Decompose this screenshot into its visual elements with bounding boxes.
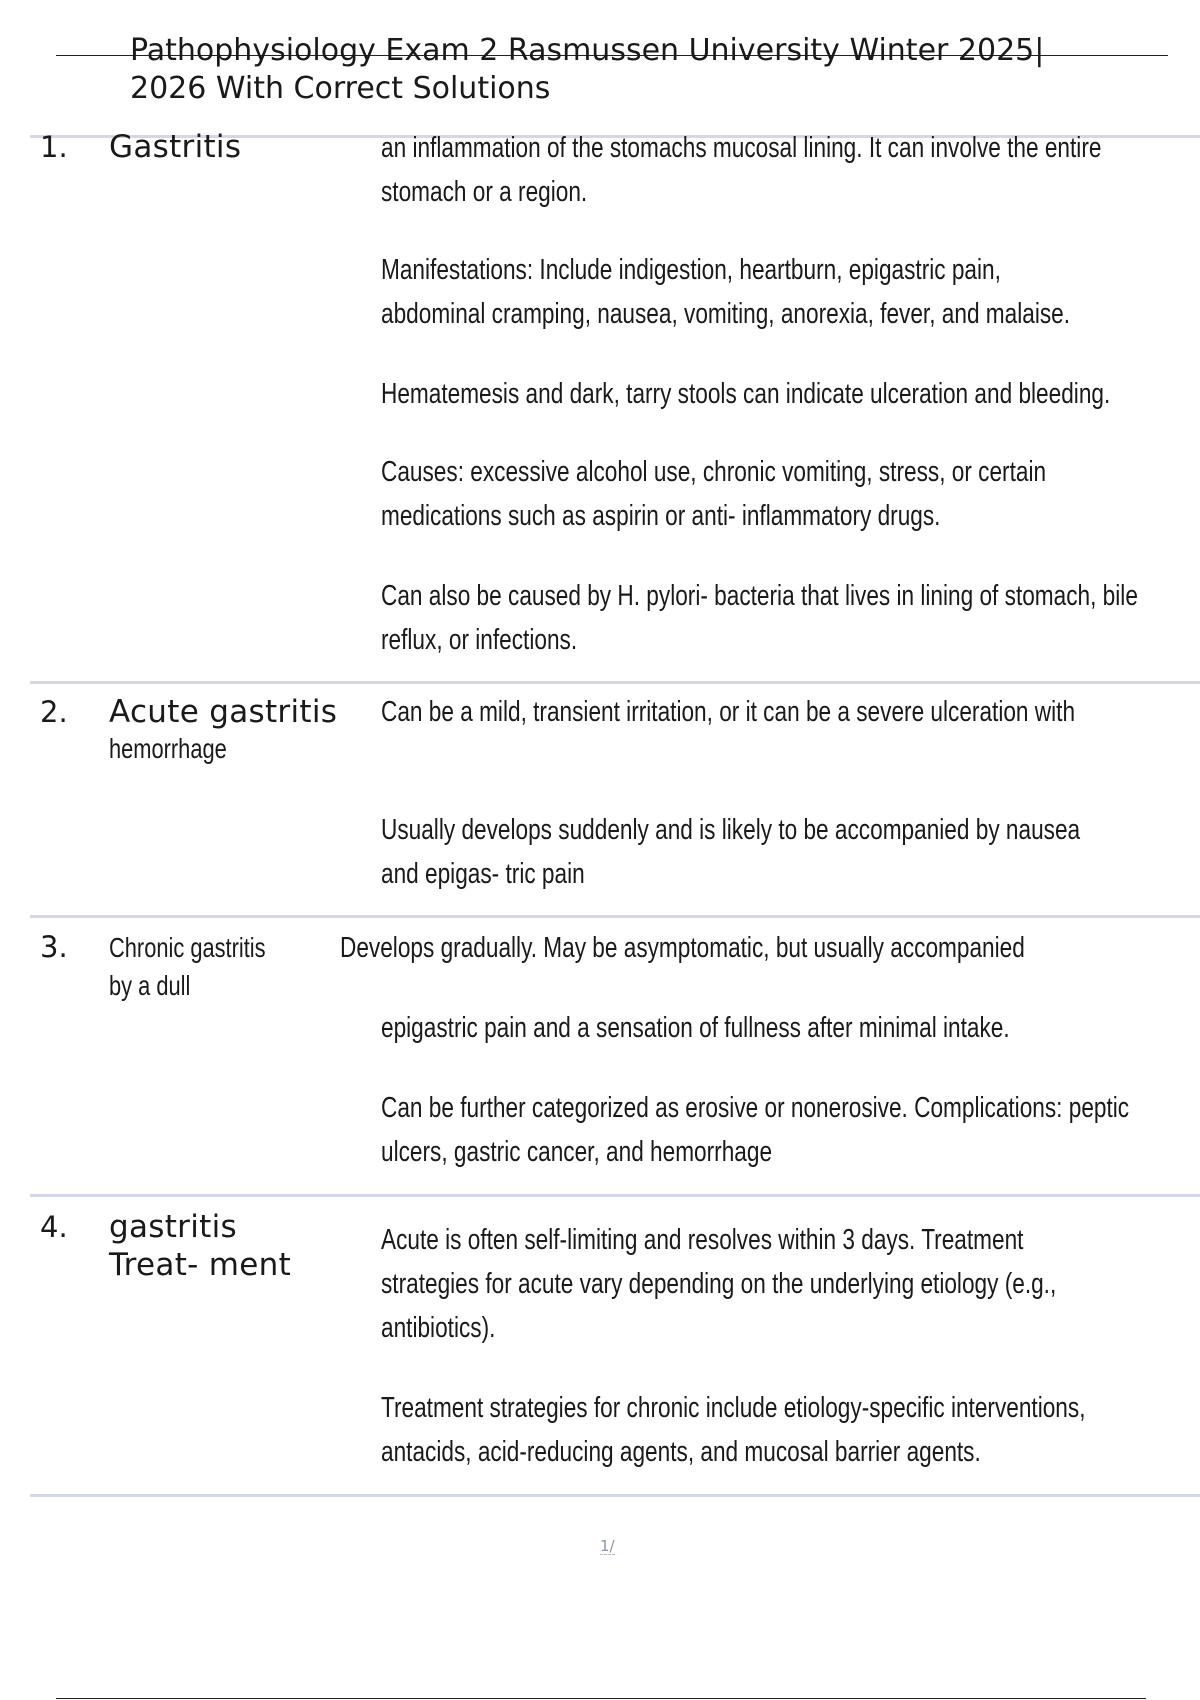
entry-term: Chronic gastritis (109, 932, 266, 963)
entry-term (109, 1208, 291, 1284)
definition-paragraph: Treatment strategies for chronic include etiology-specific interventions, antacids, acid-reducing agents, and mucosal barrier agents. (381, 1392, 1086, 1468)
definition-paragraph: Hematemesis and dark, tarry stools can indicate ulceration and bleeding. (381, 378, 1111, 410)
definition-paragraph: an inflammation of the stomachs mucosal lining. It can involve the entire stomach or a region. (381, 132, 1102, 208)
entry-term-continued: by a dull (109, 970, 191, 1001)
row-divider (30, 1194, 1200, 1197)
page-title-line-2: 2026 With Correct Solutions (130, 71, 551, 106)
row-divider (30, 1494, 1200, 1497)
entry-number: 3. (40, 930, 68, 964)
definition-paragraph: Usually develops suddenly and is likely to be accompanied by nausea and epigas- tric pain (381, 814, 1081, 890)
definition-paragraph: Can be a mild, transient irritation, or it can be a severe ulceration with (381, 696, 1076, 728)
entry-term-line-2: Treat- ment (109, 1247, 292, 1283)
entry-number: 2. (40, 695, 68, 729)
entry-term: Acute gastritis (109, 694, 338, 730)
page-number: 1/ (600, 1537, 615, 1555)
definition-paragraph: Can also be caused by H. pylori- bacteria that lives in lining of stomach, bile reflux, or infections. (381, 580, 1138, 656)
definition-paragraph: Manifestations: Include indigestion, heartburn, epigastric pain, abdominal cramping, nausea, vomiting, anorexia, fever, and malaise. (381, 254, 1071, 330)
page-title (130, 32, 1170, 108)
definition-paragraph: epigastric pain and a sensation of fullness after minimal intake. (381, 1012, 1010, 1044)
footer-rule (56, 1698, 1146, 1699)
entry-number: 1. (40, 130, 68, 164)
definition-lead-text: Develops gradually. May be asymptomatic, but usually accompanied (340, 932, 1025, 964)
definition-paragraph: Can be further categorized as erosive or nonerosive. Complications: peptic ulcers, gastric cancer, and hemorrhage (381, 1092, 1130, 1168)
page-title-line-1: Pathophysiology Exam 2 Rasmussen University Winter 2025| (130, 33, 1045, 68)
row-divider (30, 681, 1200, 684)
row-divider (30, 915, 1200, 918)
definition-paragraph: Acute is often self-limiting and resolves within 3 days. Treatment strategies for acute vary depending on the underlying etiology (e.g., antibiotics). (381, 1224, 1057, 1344)
entry-term: Gastritis (109, 129, 242, 165)
entry-number: 4. (40, 1210, 68, 1244)
entry-term-line-1: gastritis (109, 1209, 237, 1245)
entry-term-continued: hemorrhage (109, 733, 227, 764)
definition-paragraph: Causes: excessive alcohol use, chronic vomiting, stress, or certain medications such as aspirin or anti- inflammatory drugs. (381, 456, 1047, 532)
